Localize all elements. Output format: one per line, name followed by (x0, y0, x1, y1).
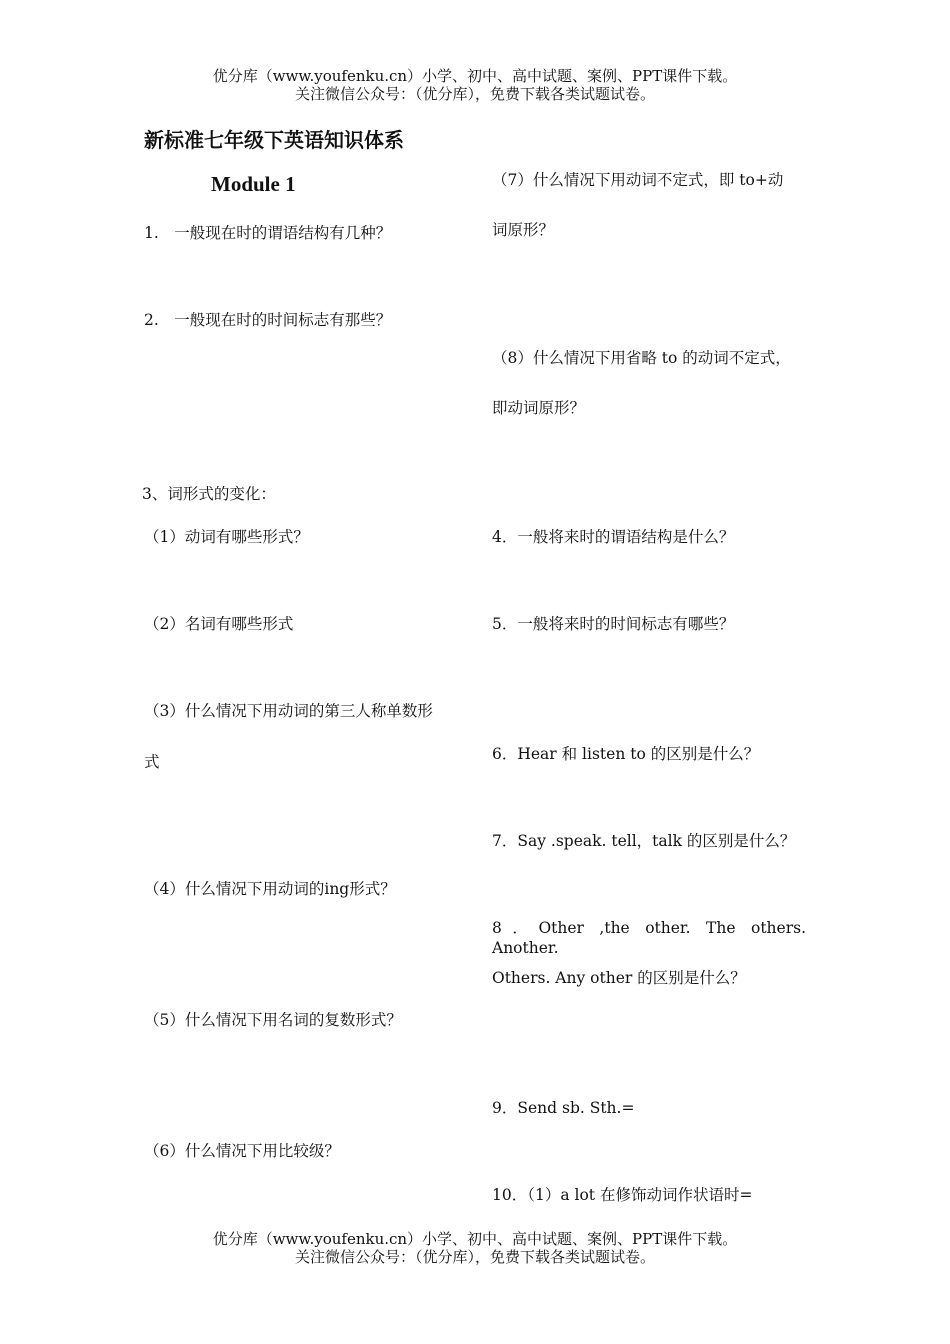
sub-question-2: （2）名词有哪些形式 (144, 615, 294, 633)
question-8-line-1: 8．Other ,the other. The others. Another. (492, 919, 806, 957)
module-title: Module 1 (211, 172, 296, 196)
sub-question-5: （5）什么情况下用名词的复数形式？ (144, 1011, 402, 1029)
sub-question-4: （4）什么情况下用动词的ing形式？ (144, 880, 396, 898)
question-8-line-2: Others. Any other 的区别是什么？ (492, 969, 746, 987)
sub-question-3-line-1: （3）什么情况下用动词的第三人称单数形 (144, 702, 433, 720)
question-6: 6．Hear 和 listen to 的区别是什么？ (492, 745, 760, 763)
sub-question-7-line-2: 词原形？ (492, 221, 555, 239)
question-1: 1. 一般现在时的谓语结构有几种？ (144, 224, 392, 242)
question-5: 5．一般将来时的时间标志有哪些？ (492, 615, 735, 633)
question-7: 7．Say .speak. tell，talk 的区别是什么？ (492, 832, 796, 850)
sub-question-7-line-1: （7）什么情况下用动词不定式，即 to+动 (492, 171, 784, 189)
sub-question-6: （6）什么情况下用比较级？ (144, 1142, 340, 1160)
footer-line-2: 关注微信公众号：（优分库），免费下载各类试题试卷。 (294, 1248, 655, 1266)
footer-line-1: 优分库（www.youfenku.cn）小学、初中、高中试题、案例、PPT课件下载。 (212, 1230, 738, 1248)
sub-question-3-line-2: 式 (144, 753, 160, 771)
question-3: 3、词形式的变化： (142, 485, 276, 503)
question-9: 9．Send sb. Sth.= (492, 1099, 635, 1117)
question-4: 4．一般将来时的谓语结构是什么？ (492, 528, 735, 546)
sub-question-8-line-2: 即动词原形？ (492, 399, 586, 417)
question-10: 10．（1）a lot 在修饰动词作状语时= (492, 1186, 753, 1204)
sub-question-1: （1）动词有哪些形式？ (144, 528, 309, 546)
document-title: 新标准七年级下英语知识体系 (144, 128, 404, 152)
question-2: 2. 一般现在时的时间标志有那些？ (144, 311, 392, 329)
header-line-2: 关注微信公众号：（优分库），免费下载各类试题试卷。 (294, 85, 655, 103)
sub-question-8-line-1: （8）什么情况下用省略 to 的动词不定式， (492, 349, 791, 367)
header-line-1: 优分库（www.youfenku.cn）小学、初中、高中试题、案例、PPT课件下载。 (212, 67, 738, 85)
